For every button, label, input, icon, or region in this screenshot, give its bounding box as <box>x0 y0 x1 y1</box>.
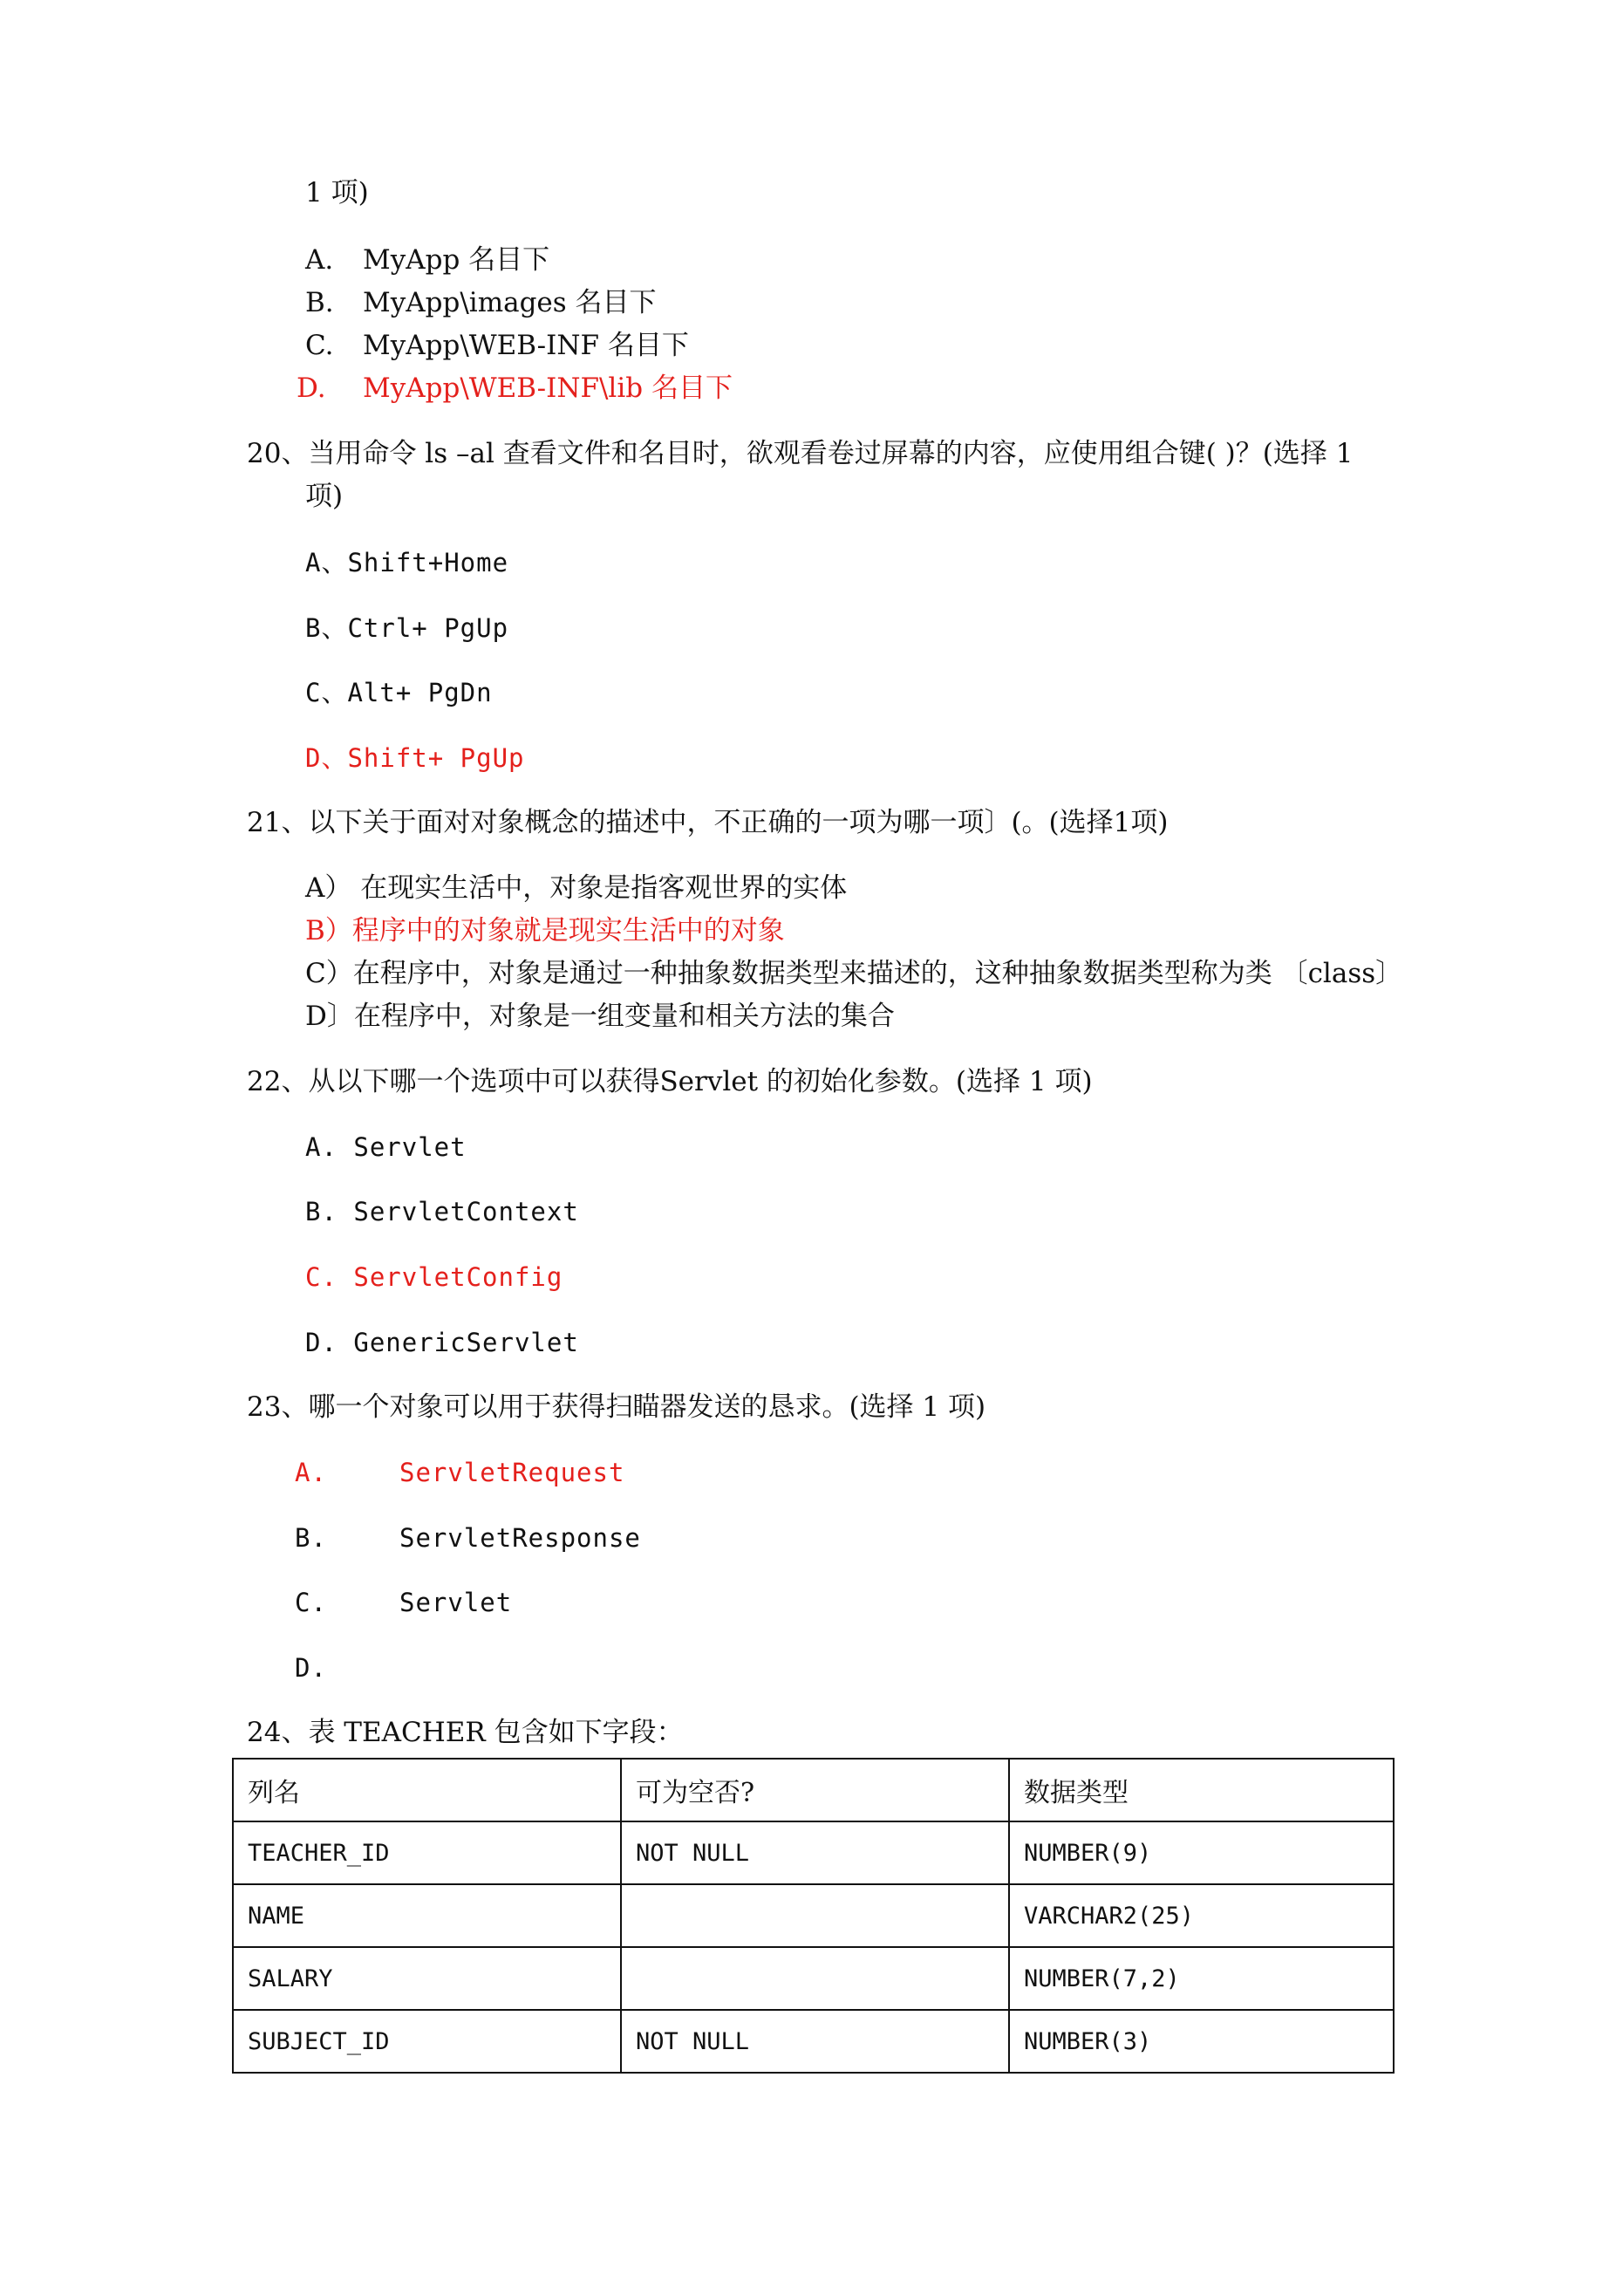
table-cell: NOT NULL <box>621 1821 1009 1884</box>
q19-continuation: 1 项) <box>305 177 369 208</box>
table-cell <box>621 1947 1009 2010</box>
q23-option-c-letter: C. <box>295 1588 327 1617</box>
q21-option-d: D〕在程序中，对象是一组变量和相关方法的集合 <box>305 1001 895 1032</box>
table-cell: SUBJECT_ID <box>233 2010 621 2073</box>
table-header-cell: 数据类型 <box>1009 1759 1394 1821</box>
q19-option-d-text: MyApp\WEB-INF\lib 名目下 <box>363 372 733 404</box>
q19-option-c-text: MyApp\WEB-INF 名目下 <box>363 330 689 361</box>
q23-option-a-answer <box>295 1455 624 1490</box>
table-row <box>233 1884 1394 1947</box>
q19-option-d-letter: D. <box>297 372 326 404</box>
table-cell: NUMBER(9) <box>1009 1821 1394 1884</box>
q19-option-b-letter: B. <box>305 287 334 318</box>
q23-question: 23、哪一个对象可以用于获得扫瞄器发送的恳求。(选择 1 项) <box>247 1391 986 1423</box>
q19-option-b-text: MyApp\images 名目下 <box>363 287 657 318</box>
q19-option-b <box>305 285 657 320</box>
q20-option-a: A、Shift+Home <box>305 548 509 577</box>
q23-option-b-letter: B. <box>295 1523 327 1553</box>
table-cell: SALARY <box>233 1947 621 2010</box>
table-row <box>233 2010 1394 2073</box>
table-cell <box>621 1884 1009 1947</box>
q22-option-c-answer: C. ServletConfig <box>305 1262 563 1292</box>
table-header-cell: 列名 <box>233 1759 621 1821</box>
q21-option-a: A） 在现实生活中，对象是指客观世界的实体 <box>305 872 848 904</box>
q23-option-d <box>295 1650 399 1685</box>
q21-question: 21、以下关于面对对象概念的描述中，不正确的一项为哪一项〕(。(选择1项) <box>247 807 1169 838</box>
q20-option-d-answer: D、Shift+ PgUp <box>305 743 525 773</box>
teacher-table <box>232 1758 1395 2074</box>
q19-option-c-letter: C. <box>305 330 334 361</box>
table-cell: NAME <box>233 1884 621 1947</box>
q19-option-c <box>305 328 689 363</box>
q20-question-line1: 20、当用命令 ls –al 查看文件和名目时，欲观看卷过屏幕的内容，应使用组合键( )？(选择 1 <box>247 438 1354 469</box>
q22-option-d: D. GenericServlet <box>305 1328 579 1357</box>
q23-option-d-letter: D. <box>295 1653 327 1683</box>
q19-option-a <box>305 243 549 277</box>
q21-option-b-answer: B）程序中的对象就是现实生活中的对象 <box>305 915 785 946</box>
table-cell: NUMBER(7,2) <box>1009 1947 1394 2010</box>
q23-option-b-text: ServletResponse <box>399 1523 641 1553</box>
table-cell: TEACHER_ID <box>233 1821 621 1884</box>
q23-option-c <box>295 1585 512 1620</box>
table-cell: NUMBER(3) <box>1009 2010 1394 2073</box>
q22-question: 22、从以下哪一个选项中可以获得Servlet 的初始化参数。(选择 1 项) <box>247 1066 1093 1097</box>
q20-option-c: C、Alt+ PgDn <box>305 678 493 707</box>
table-cell: VARCHAR2(25) <box>1009 1884 1394 1947</box>
table-header-cell: 可为空否? <box>621 1759 1009 1821</box>
q23-option-a-letter: A. <box>295 1458 327 1487</box>
table-header-row <box>233 1759 1394 1821</box>
table-cell: NOT NULL <box>621 2010 1009 2073</box>
table-row <box>233 1821 1394 1884</box>
q19-option-d-answer <box>297 371 733 406</box>
q20-option-b: B、Ctrl+ PgUp <box>305 613 509 643</box>
q20-question-line2: 项) <box>305 481 344 512</box>
q23-option-b <box>295 1520 641 1555</box>
q23-option-c-text: Servlet <box>399 1588 513 1617</box>
q19-option-a-text: MyApp 名目下 <box>363 244 550 276</box>
q19-option-a-letter: A. <box>305 244 334 276</box>
q23-option-a-text: ServletRequest <box>399 1458 625 1487</box>
q22-option-a: A. Servlet <box>305 1132 467 1162</box>
table-row <box>233 1947 1394 2010</box>
q24-question: 24、表 TEACHER 包含如下字段： <box>247 1717 684 1748</box>
q21-option-c: C）在程序中，对象是通过一种抽象数据类型来描述的，这种抽象数据类型称为类 〔class〕 <box>305 958 1403 989</box>
q22-option-b: B. ServletContext <box>305 1197 579 1227</box>
